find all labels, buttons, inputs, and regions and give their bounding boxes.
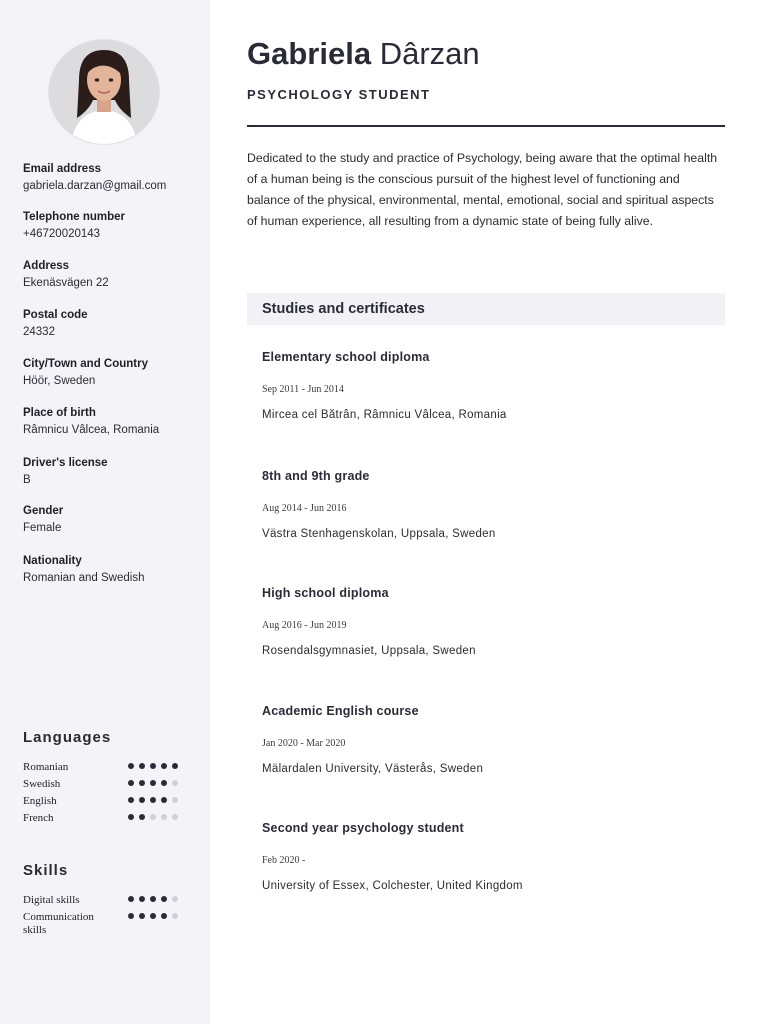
study-entry — [262, 821, 722, 892]
contact-item — [23, 504, 203, 536]
language-name: Swedish — [23, 778, 61, 790]
job-title: PSYCHOLOGY STUDENT — [247, 87, 431, 102]
level-dot-empty — [150, 814, 156, 820]
level-dot-filled — [161, 763, 167, 769]
level-dot-empty — [172, 814, 178, 820]
level-dot-filled — [172, 763, 178, 769]
contact-item — [23, 406, 203, 438]
skill-row — [23, 911, 193, 937]
contact-label: Telephone number — [23, 211, 126, 223]
sidebar — [0, 0, 210, 1024]
full-name — [247, 36, 480, 72]
level-dot-filled — [128, 763, 134, 769]
profile-photo — [49, 40, 159, 144]
language-name: English — [23, 795, 57, 807]
level-dot-filled — [128, 814, 134, 820]
contact-value: Höör, Sweden — [23, 375, 96, 387]
level-rating — [128, 913, 178, 919]
contact-value: Romanian and Swedish — [23, 572, 145, 584]
last-name: Dârzan — [379, 36, 480, 71]
language-row — [23, 778, 193, 791]
skill-name: Communication skills — [23, 911, 94, 936]
study-entry — [262, 586, 722, 657]
skills-title: Skills — [23, 862, 69, 879]
contact-label: Nationality — [23, 555, 82, 567]
study-title: High school diploma — [262, 586, 389, 600]
level-rating — [128, 896, 178, 902]
level-dot-filled — [128, 896, 134, 902]
level-dot-filled — [161, 913, 167, 919]
level-dot-empty — [172, 797, 178, 803]
contact-value: gabriela.darzan@gmail.com — [23, 180, 167, 192]
study-entry — [262, 350, 722, 421]
study-dates: Aug 2016 - Jun 2019 — [262, 620, 347, 631]
level-dot-filled — [139, 913, 145, 919]
contact-value: B — [23, 474, 31, 486]
contact-label: Postal code — [23, 309, 88, 321]
language-name: Romanian — [23, 761, 69, 773]
level-dot-empty — [172, 913, 178, 919]
study-title: Elementary school diploma — [262, 350, 430, 364]
level-dot-filled — [150, 763, 156, 769]
level-dot-empty — [172, 780, 178, 786]
level-dot-filled — [128, 797, 134, 803]
first-name: Gabriela — [247, 36, 372, 71]
level-dot-filled — [150, 896, 156, 902]
skill-name: Digital skills — [23, 894, 80, 906]
study-place: Mälardalen University, Västerås, Sweden — [262, 763, 484, 775]
study-entry — [262, 469, 722, 540]
contact-item — [23, 162, 203, 194]
skill-row — [23, 894, 193, 907]
study-title: 8th and 9th grade — [262, 469, 370, 483]
level-dot-filled — [161, 896, 167, 902]
studies-section-header — [247, 293, 725, 325]
level-rating — [128, 763, 178, 769]
level-dot-filled — [150, 780, 156, 786]
contact-label: Place of birth — [23, 407, 96, 419]
contact-value: 24332 — [23, 326, 55, 338]
level-rating — [128, 780, 178, 786]
contact-label: City/Town and Country — [23, 358, 149, 370]
contact-label: Address — [23, 260, 70, 272]
studies-section-title: Studies and certificates — [262, 301, 425, 317]
level-dot-filled — [139, 763, 145, 769]
contact-item — [23, 259, 203, 291]
level-dot-filled — [161, 797, 167, 803]
languages-title: Languages — [23, 729, 112, 746]
contact-item — [23, 210, 203, 242]
study-entry — [262, 704, 722, 775]
contact-item — [23, 357, 203, 389]
contact-label: Gender — [23, 505, 64, 517]
level-dot-filled — [139, 896, 145, 902]
level-rating — [128, 814, 178, 820]
study-dates: Sep 2011 - Jun 2014 — [262, 384, 344, 395]
study-place: Västra Stenhagenskolan, Uppsala, Sweden — [262, 528, 496, 540]
level-dot-filled — [150, 797, 156, 803]
header-divider — [247, 125, 725, 127]
contact-label: Driver's license — [23, 457, 108, 469]
contact-value: +46720020143 — [23, 228, 101, 240]
contact-item — [23, 554, 203, 586]
contact-value: Ekenäsvägen 22 — [23, 277, 109, 289]
level-dot-empty — [172, 896, 178, 902]
profile-summary: Dedicated to the study and practice of Psychology, being aware that the optimal health of a human being is the conscious pursuit of the highest level of functioning and balance of the physical, environmental, mental, emotional, social and spiritual aspects of human experience, all resulting from a dynamic state of being fully alive. — [247, 151, 718, 228]
study-place: University of Essex, Colchester, United Kingdom — [262, 880, 523, 892]
level-dot-filled — [139, 797, 145, 803]
language-row — [23, 812, 193, 825]
level-rating — [128, 797, 178, 803]
study-title: Academic English course — [262, 704, 419, 718]
study-dates: Jan 2020 - Mar 2020 — [262, 738, 346, 749]
contact-label: Email address — [23, 163, 101, 175]
language-row — [23, 761, 193, 774]
language-row — [23, 795, 193, 808]
level-dot-empty — [161, 814, 167, 820]
level-dot-filled — [128, 913, 134, 919]
contact-value: Female — [23, 522, 62, 534]
contact-item — [23, 456, 203, 488]
level-dot-filled — [139, 780, 145, 786]
level-dot-filled — [161, 780, 167, 786]
study-dates: Aug 2014 - Jun 2016 — [262, 503, 347, 514]
level-dot-filled — [139, 814, 145, 820]
study-dates: Feb 2020 - — [262, 855, 306, 866]
language-name: French — [23, 812, 54, 824]
contact-item — [23, 308, 203, 340]
level-dot-filled — [128, 780, 134, 786]
study-title: Second year psychology student — [262, 821, 464, 835]
contact-value: Râmnicu Vâlcea, Romania — [23, 424, 160, 436]
study-place: Rosendalsgymnasiet, Uppsala, Sweden — [262, 645, 476, 657]
study-place: Mircea cel Bătrân, Râmnicu Vâlcea, Romania — [262, 409, 507, 421]
level-dot-filled — [150, 913, 156, 919]
